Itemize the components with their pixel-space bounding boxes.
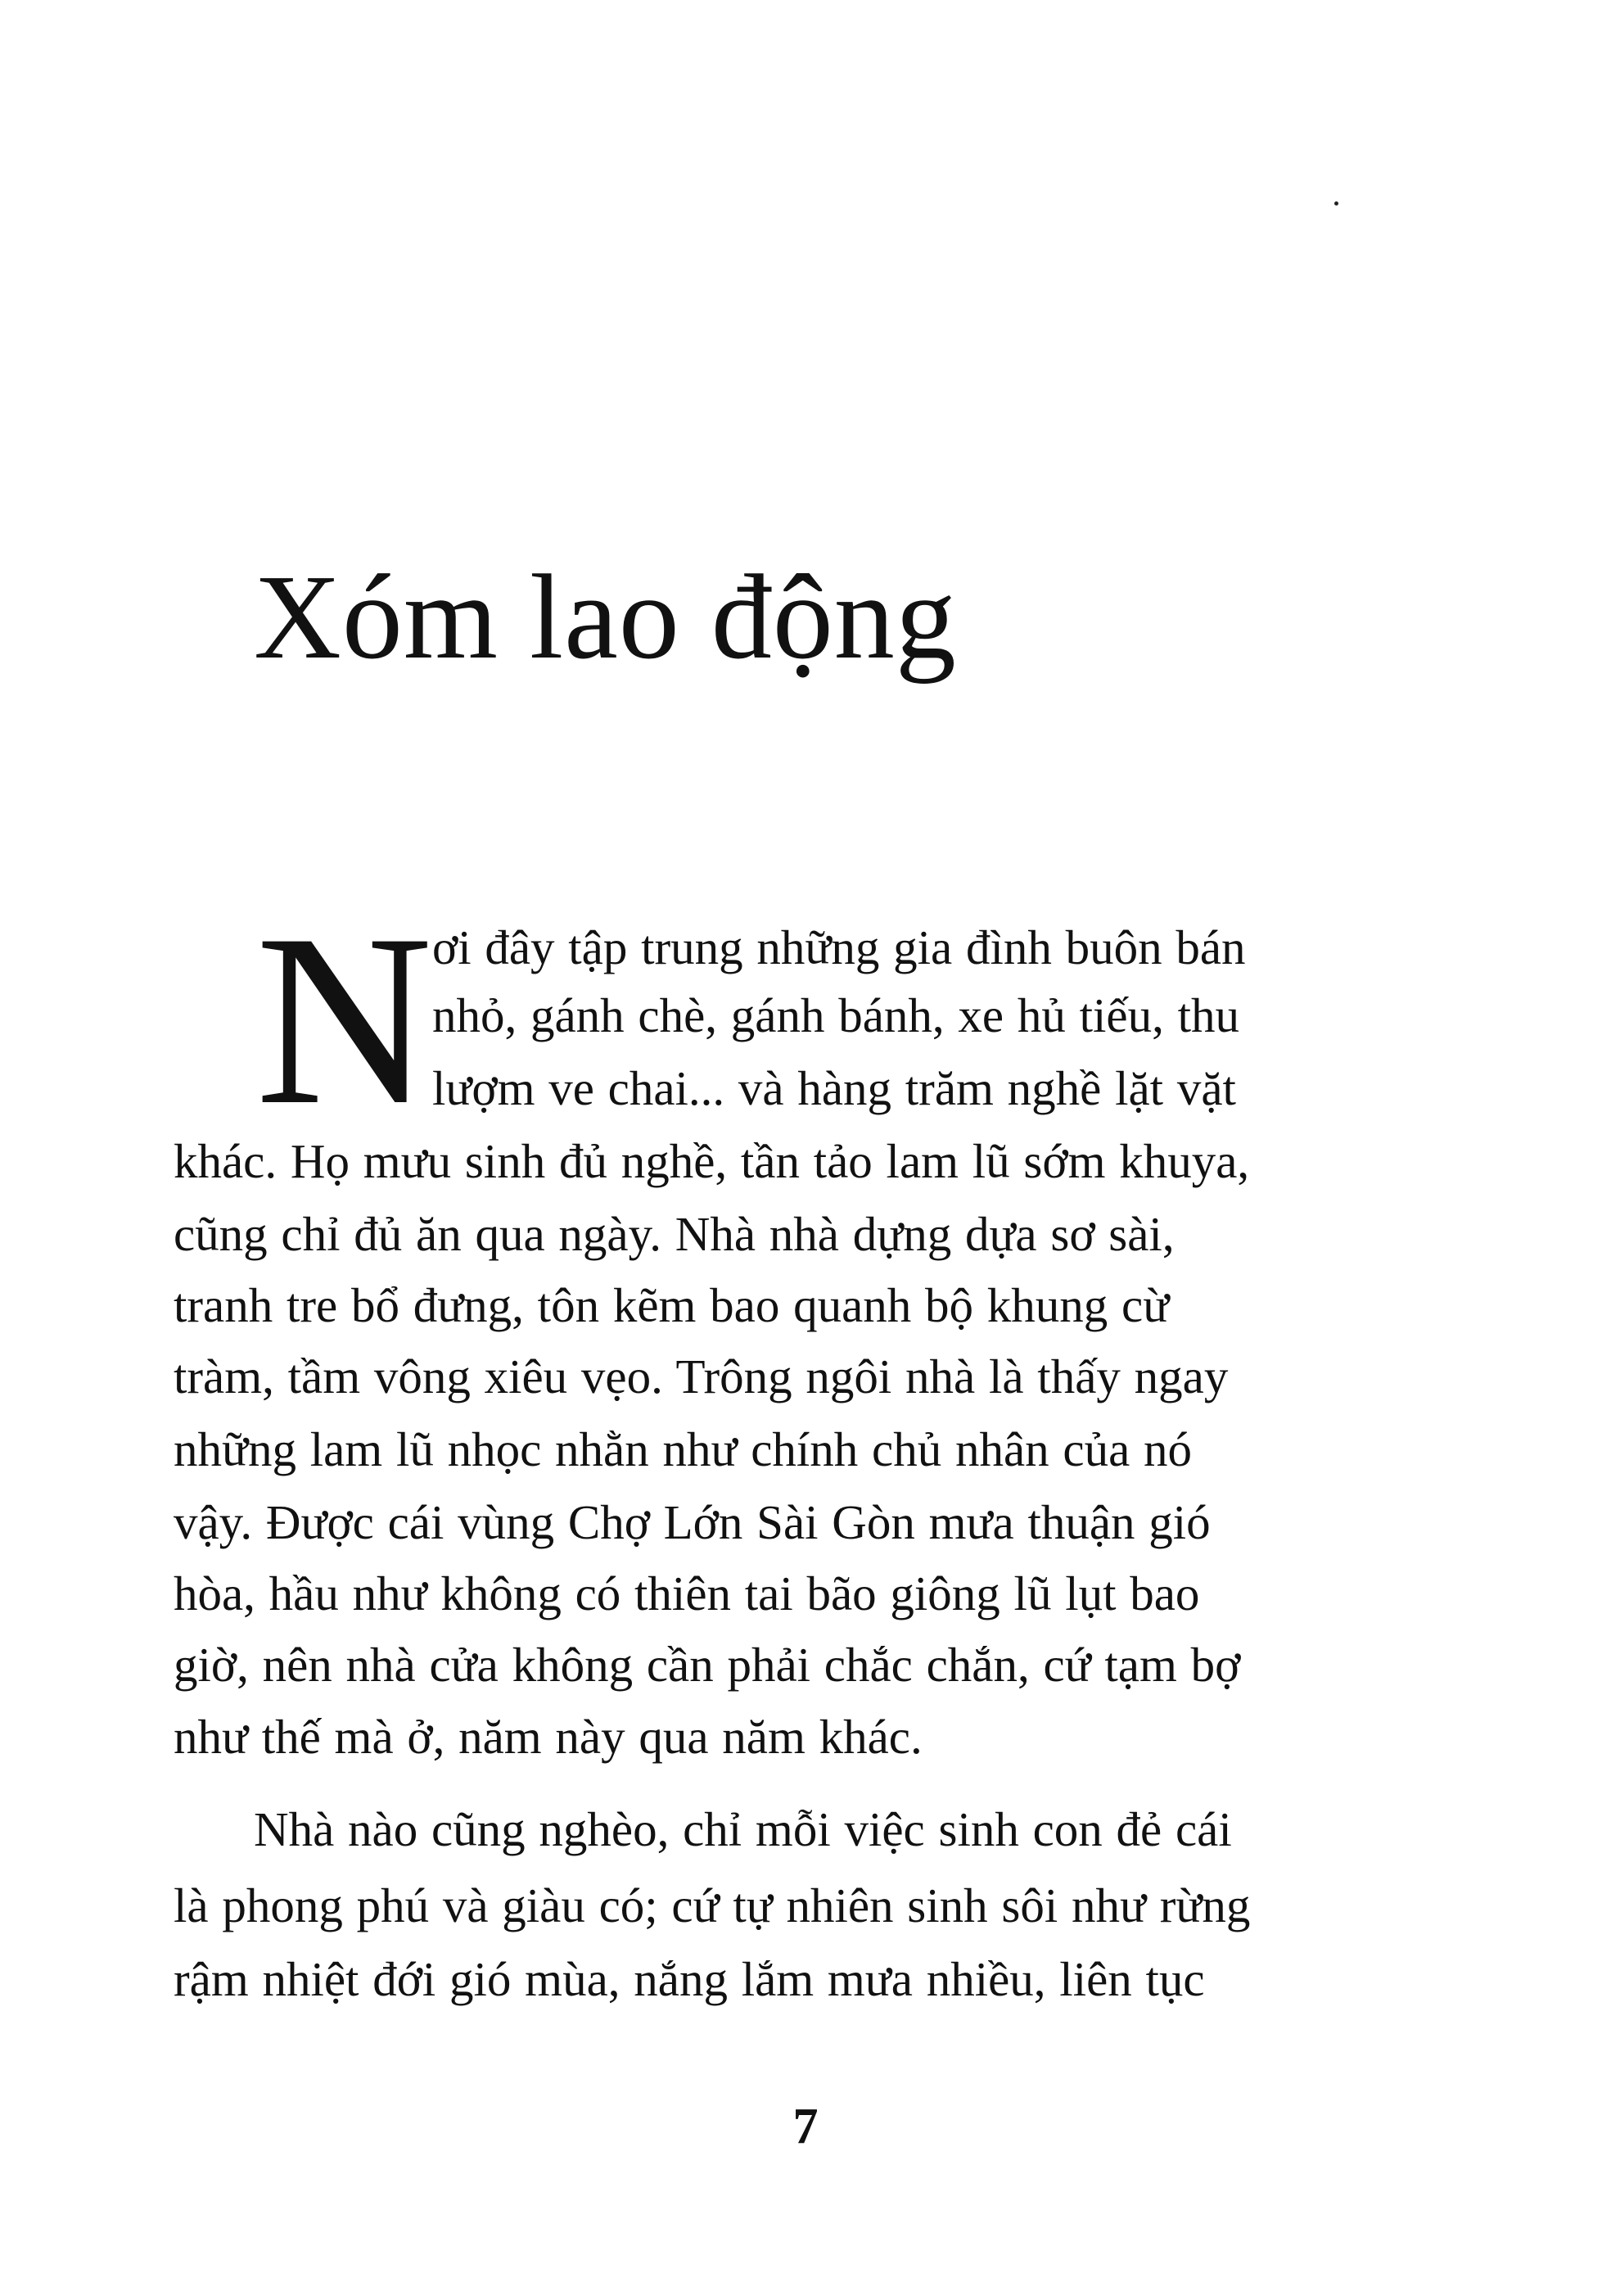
paragraph-line: rậm nhiệt đới gió mùa, nắng lắm mưa nhiều, liên tục xyxy=(174,1952,1205,2006)
paragraph-line: vậy. Được cái vùng Chợ Lớn Sài Gòn mưa thuận gió xyxy=(174,1495,1211,1549)
chapter-title: Xóm lao động xyxy=(254,550,957,685)
paragraph-line: ơi đây tập trung những gia đình buôn bán xyxy=(432,920,1246,974)
paragraph-line: là phong phú và giàu có; cứ tự nhiên sinh sôi như rừng xyxy=(174,1878,1251,1932)
paragraph-line: lượm ve chai... và hàng trăm nghề lặt vặt xyxy=(432,1061,1236,1115)
paragraph-line: hòa, hầu như không có thiên tai bão giông lũ lụt bao xyxy=(174,1566,1200,1620)
paragraph-line: tranh tre bổ đưng, tôn kẽm bao quanh bộ khung cừ xyxy=(174,1278,1170,1332)
paragraph-line: nhỏ, gánh chè, gánh bánh, xe hủ tiếu, thu xyxy=(432,988,1239,1042)
paragraph-line: như thế mà ở, năm này qua năm khác. xyxy=(174,1710,923,1764)
page-number: 7 xyxy=(792,2099,819,2154)
paragraph-line: những lam lũ nhọc nhằn như chính chủ nhân của nó xyxy=(174,1422,1193,1476)
paragraph-line: khác. Họ mưu sinh đủ nghề, tần tảo lam lũ sớm khuya, xyxy=(174,1134,1250,1188)
paragraph-line: Nhà nào cũng nghèo, chỉ mỗi việc sinh con đẻ cái xyxy=(254,1802,1232,1856)
drop-cap: N xyxy=(255,884,433,1155)
paragraph-line: cũng chỉ đủ ăn qua ngày. Nhà nhà dựng dựa sơ sài, xyxy=(174,1207,1175,1261)
print-speck xyxy=(1334,201,1338,206)
paragraph-line: tràm, tầm vông xiêu vẹo. Trông ngôi nhà là thấy ngay xyxy=(174,1349,1229,1403)
paragraph-line: giờ, nên nhà cửa không cần phải chắc chắn, cứ tạm bợ xyxy=(174,1638,1241,1692)
